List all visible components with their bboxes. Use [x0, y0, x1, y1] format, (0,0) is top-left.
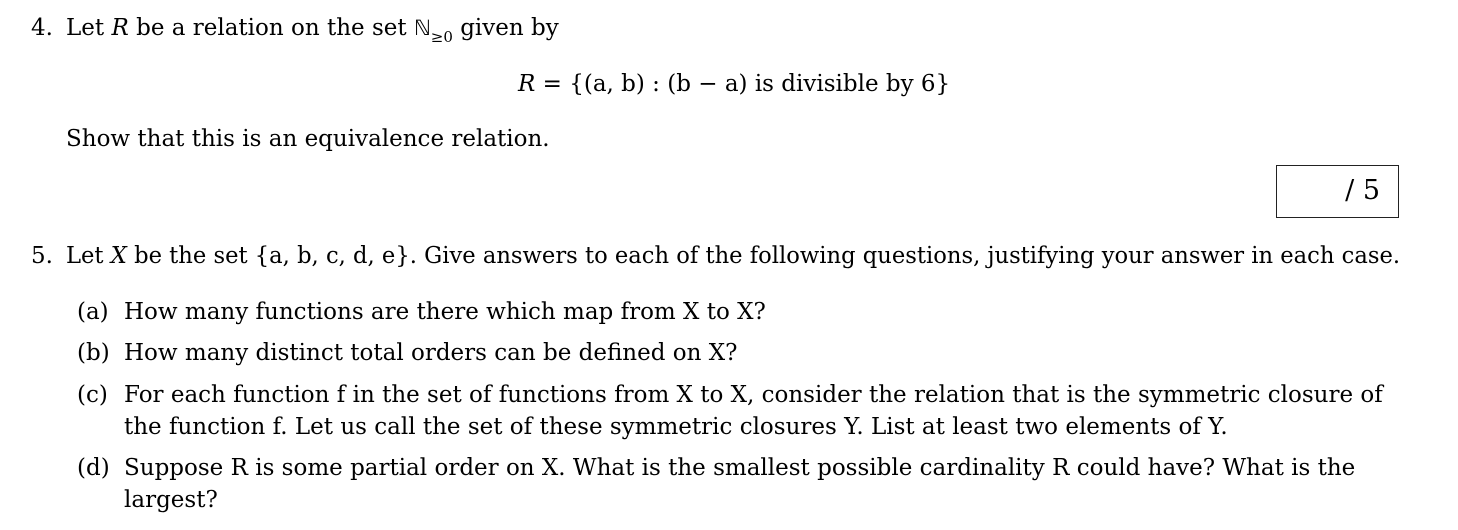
score-box[interactable] [1276, 165, 1399, 218]
part-d-text-line-1: Suppose R is some partial order on X. What is the smallest possible cardinality R could have? What is the [124, 455, 1356, 481]
question-4-intro [66, 13, 559, 45]
question-4-intro-text: given by [460, 15, 559, 41]
question-4-prompt: Show that this is an equivalence relation. [66, 126, 550, 152]
relation-variable: R [111, 15, 129, 41]
question-4-number: 4. [31, 15, 53, 41]
part-c-text-line-2: the function f. Let us call the set of these symmetric closures Y. List at least two elements of Y. [124, 414, 1228, 440]
part-b-text: How many distinct total orders can be defined on X? [124, 340, 738, 366]
part-d-text-line-2: largest? [124, 487, 218, 513]
part-a-label: (a) [77, 299, 109, 325]
question-5-intro-text: Let [66, 243, 104, 269]
set-elements: {a, b, c, d, e} [254, 243, 410, 269]
relation-definition-lhs: R [518, 71, 536, 97]
part-c-label: (c) [77, 382, 108, 408]
naturals-symbol: ℕ [413, 16, 431, 40]
score-text: / 5 [1345, 175, 1380, 206]
relation-definition-rhs: = {(a, b) : (b − a) is divisible by 6} [542, 71, 951, 97]
part-d-label: (d) [77, 455, 110, 481]
part-b-label: (b) [77, 340, 110, 366]
part-a-text: How many functions are there which map from X to X? [124, 299, 766, 325]
question-4-intro-text: Let [66, 15, 105, 41]
set-variable: X [110, 243, 127, 269]
question-5-intro [66, 241, 1400, 271]
question-5-intro-text: . Give answers to each of the following questions, justifying your answer in each case. [409, 243, 1401, 269]
relation-definition [518, 69, 950, 99]
naturals-subscript: ≥0 [430, 28, 453, 46]
part-c-text-line-1: For each function f in the set of functions from X to X, consider the relation that is the symmetric closure of [124, 382, 1383, 408]
question-4-intro-text: be a relation on the set [136, 15, 407, 41]
question-5-intro-text: be the set [134, 243, 248, 269]
question-5-number: 5. [31, 243, 53, 269]
